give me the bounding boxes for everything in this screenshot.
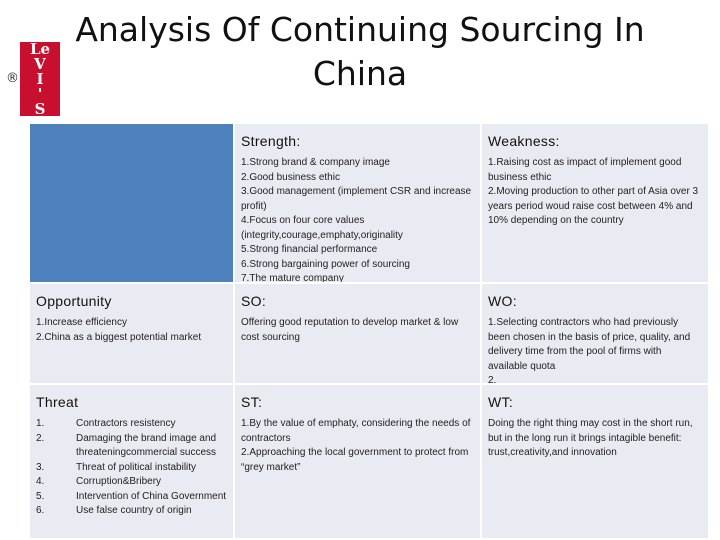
weakness-item: 1.Raising cost as impact of implement good business ethic	[488, 157, 685, 183]
threat-number: 4.	[36, 476, 45, 487]
opportunity-item: 1.Increase efficiency	[36, 317, 127, 328]
threat-item	[36, 504, 227, 519]
strength-item: 3.Good management (implement CSR and increase profit)	[241, 186, 474, 212]
logo-letters-1: Le	[29, 39, 51, 58]
opportunity-item: 2.China as a biggest potential market	[36, 331, 202, 343]
threat-text: Corruption&Bribery	[76, 476, 162, 487]
logo-letters-3: I	[36, 69, 44, 88]
threat-cell	[30, 385, 235, 540]
opportunity-list	[36, 316, 227, 345]
strength-cell	[235, 124, 482, 284]
threat-number: 5.	[36, 490, 45, 502]
threat-number: 2.	[36, 432, 45, 444]
st-cell	[235, 385, 482, 540]
threat-text: Contractors resistency	[76, 418, 176, 429]
strength-item: 1.Strong brand & company image	[241, 157, 390, 168]
swot-table	[30, 124, 710, 540]
threat-text: Intervention of China Government	[76, 490, 227, 502]
wt-text: Doing the right thing may cost in the short run, but in the long run it brings intagible benefit: trust,creativity,and innovation	[488, 418, 693, 458]
registered-mark: ®	[6, 71, 19, 86]
threat-text: Threat of political instability	[76, 461, 197, 473]
so-cell	[235, 284, 482, 385]
strength-item: 4.Focus on four core values (integrity,courage,emphaty,originality	[241, 215, 403, 241]
strength-item: 7.The mature company	[241, 273, 344, 284]
wo-text-2: 2.	[488, 375, 497, 385]
strength-heading: Strength:	[241, 133, 301, 149]
wo-text: 1.Selecting contractors who had previously been chosen in the basis of price, quality, and delivery time from the pool of firms with available quota	[488, 317, 693, 372]
weakness-list	[488, 156, 702, 229]
threat-number: 3.	[36, 461, 45, 473]
wt-cell	[482, 385, 710, 540]
levis-logo	[20, 39, 60, 118]
st-item: 1.By the value of emphaty, considering the needs of contractors	[241, 418, 474, 444]
threat-item	[36, 475, 227, 490]
strength-list	[241, 156, 474, 284]
threat-number: 1.	[36, 418, 45, 429]
threat-item	[36, 432, 227, 461]
slide-title: Analysis Of Continuing Sourcing In China	[75, 10, 645, 93]
opportunity-heading: Opportunity	[36, 293, 112, 309]
logo-letters-2: V	[34, 54, 46, 73]
threat-text: Use false country of origin	[76, 505, 192, 516]
st-list	[241, 417, 474, 475]
wo-heading: WO:	[488, 293, 517, 309]
so-heading: SO:	[241, 293, 267, 309]
threat-heading: Threat	[36, 394, 79, 410]
threat-text: Damaging the brand image and threateningcommercial success	[76, 432, 217, 458]
strength-item: 6.Strong bargaining power of sourcing	[241, 258, 410, 270]
so-text: Offering good reputation to develop market & low cost sourcing	[241, 317, 459, 343]
wo-cell	[482, 284, 710, 385]
strength-item: 2.Good business ethic	[241, 171, 340, 183]
strength-item: 5.Strong financial performance	[241, 244, 378, 255]
weakness-heading: Weakness:	[488, 133, 560, 149]
logo-letters-5: S	[34, 99, 46, 118]
wt-heading: WT:	[488, 394, 514, 410]
opportunity-cell	[30, 284, 235, 385]
threat-number: 6.	[36, 505, 45, 516]
st-item: 2.Approaching the local government to protect from “grey market”	[241, 447, 472, 473]
corner-cell	[30, 124, 235, 284]
wo-list	[488, 316, 702, 385]
threat-item	[36, 490, 227, 505]
weakness-cell	[482, 124, 710, 284]
threat-item	[36, 417, 227, 432]
threat-list	[36, 417, 227, 519]
weakness-item: 2.Moving production to other part of Asia over 3 years period woud raise cost between 4% and 10% depending on the country	[488, 186, 701, 226]
logo-letters-4: '	[37, 84, 43, 103]
threat-item	[36, 461, 227, 476]
st-heading: ST:	[241, 394, 263, 410]
